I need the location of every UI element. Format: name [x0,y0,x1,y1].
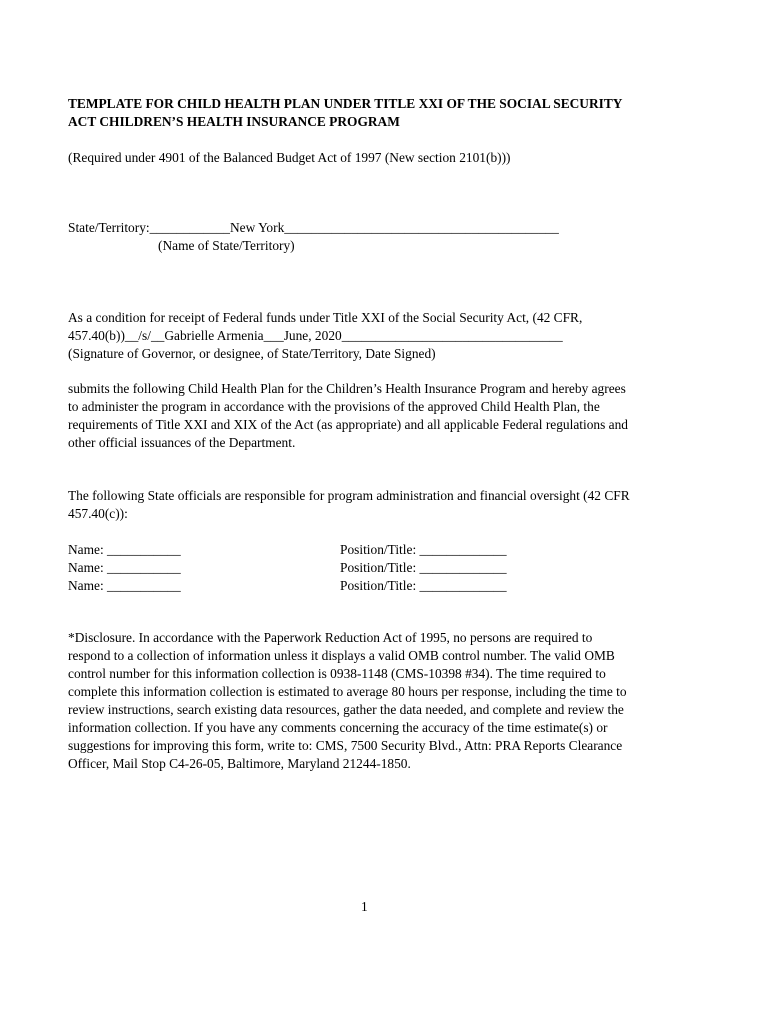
signature-line: 457.40(b))__/s/__Gabrielle Armenia___June, 2020_________________________________ [68,328,563,343]
state-territory-line: State/Territory:____________New York_________________________________________ [68,220,559,235]
disclosure-line-2: respond to a collection of information unless it displays a valid OMB control number. The valid OMB [68,648,615,663]
document-title-line-2: ACT CHILDREN’S HEALTH INSURANCE PROGRAM [68,114,400,129]
official-name-field: Name: ___________ [68,542,181,557]
disclosure-line-7: suggestions for improving this form, write to: CMS, 7500 Security Blvd., Attn: PRA Reports Clearance [68,738,623,753]
official-name-field: Name: ___________ [68,578,181,593]
page-number: 1 [361,899,368,914]
submits-text-line-2: to administer the program in accordance with the provisions of the approved Child Health Plan, the [68,399,600,414]
official-position-field: Position/Title: _____________ [340,578,507,593]
disclosure-line-1: *Disclosure. In accordance with the Paperwork Reduction Act of 1995, no persons are required to [68,630,593,645]
official-position-field: Position/Title: _____________ [340,560,507,575]
disclosure-line-5: review instructions, search existing data resources, gather the data needed, and complete and review the [68,702,624,717]
document-title-line-1: TEMPLATE FOR CHILD HEALTH PLAN UNDER TITLE XXI OF THE SOCIAL SECURITY [68,96,623,111]
disclosure-line-4: complete this information collection is estimated to average 80 hours per response, including the time to [68,684,627,699]
submits-text-line-1: submits the following Child Health Plan for the Children’s Health Insurance Program and hereby agrees [68,381,626,396]
condition-text-line-1: As a condition for receipt of Federal funds under Title XXI of the Social Security Act, (42 CFR, [68,310,583,325]
signature-caption: (Signature of Governor, or designee, of State/Territory, Date Signed) [68,346,436,361]
officials-text-line-1: The following State officials are responsible for program administration and financial oversight (42 CFR [68,488,630,503]
disclosure-line-8: Officer, Mail Stop C4-26-05, Baltimore, Maryland 21244-1850. [68,756,411,771]
state-territory-caption: (Name of State/Territory) [158,238,295,253]
official-position-field: Position/Title: _____________ [340,542,507,557]
disclosure-line-6: information collection. If you have any comments concerning the accuracy of the time estimate(s) or [68,720,608,735]
submits-text-line-4: other official issuances of the Department. [68,435,296,450]
required-note: (Required under 4901 of the Balanced Budget Act of 1997 (New section 2101(b))) [68,150,511,165]
disclosure-line-3: control number for this information collection is 0938-1148 (CMS-10398 #34). The time required to [68,666,606,681]
submits-text-line-3: requirements of Title XXI and XIX of the Act (as appropriate) and all applicable Federal regulations and [68,417,628,432]
official-name-field: Name: ___________ [68,560,181,575]
officials-text-line-2: 457.40(c)): [68,506,128,521]
